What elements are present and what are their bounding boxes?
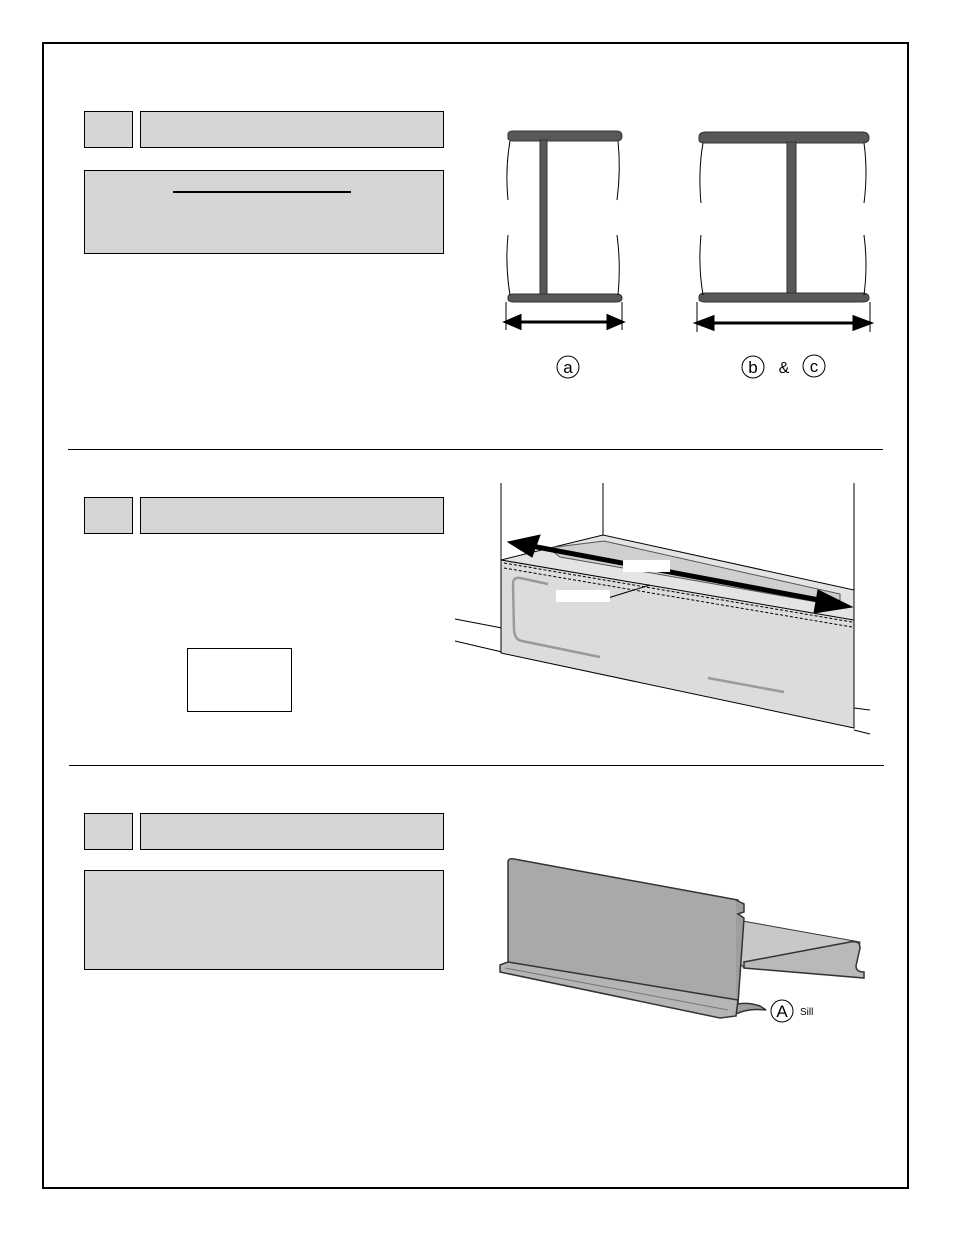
part-name: Sill: [800, 1007, 814, 1018]
step2-measure-box: [187, 648, 292, 712]
label-c-circle: [803, 355, 825, 377]
label-amp: &: [778, 360, 790, 377]
part-letter: A: [776, 1002, 788, 1021]
part-a-callout: [771, 1000, 813, 1022]
callout-top-box: [623, 560, 670, 572]
h-profile-a: [508, 131, 622, 302]
section-divider-2: [69, 765, 884, 766]
label-a-circle: [557, 356, 579, 378]
step2-number-box: [84, 497, 133, 534]
label-b: b: [748, 358, 758, 377]
h-profile-bc-guides: [697, 143, 870, 332]
step3-note-box: [84, 870, 444, 970]
label-c: c: [809, 357, 819, 376]
step3-title-box: [140, 813, 444, 850]
label-a: a: [563, 358, 573, 377]
callout-bottom-box: [556, 590, 610, 602]
step2-title-box: [140, 497, 444, 534]
dimension-arrow-a: [506, 316, 622, 328]
step3-number-box: [84, 813, 133, 850]
label-b-circle: [742, 356, 764, 378]
h-profile-bc: [699, 132, 869, 302]
dimension-arrow-bc: [697, 317, 870, 329]
sill-figure: [500, 859, 864, 1018]
section-divider-1: [68, 449, 883, 450]
bathtub: [501, 535, 854, 728]
